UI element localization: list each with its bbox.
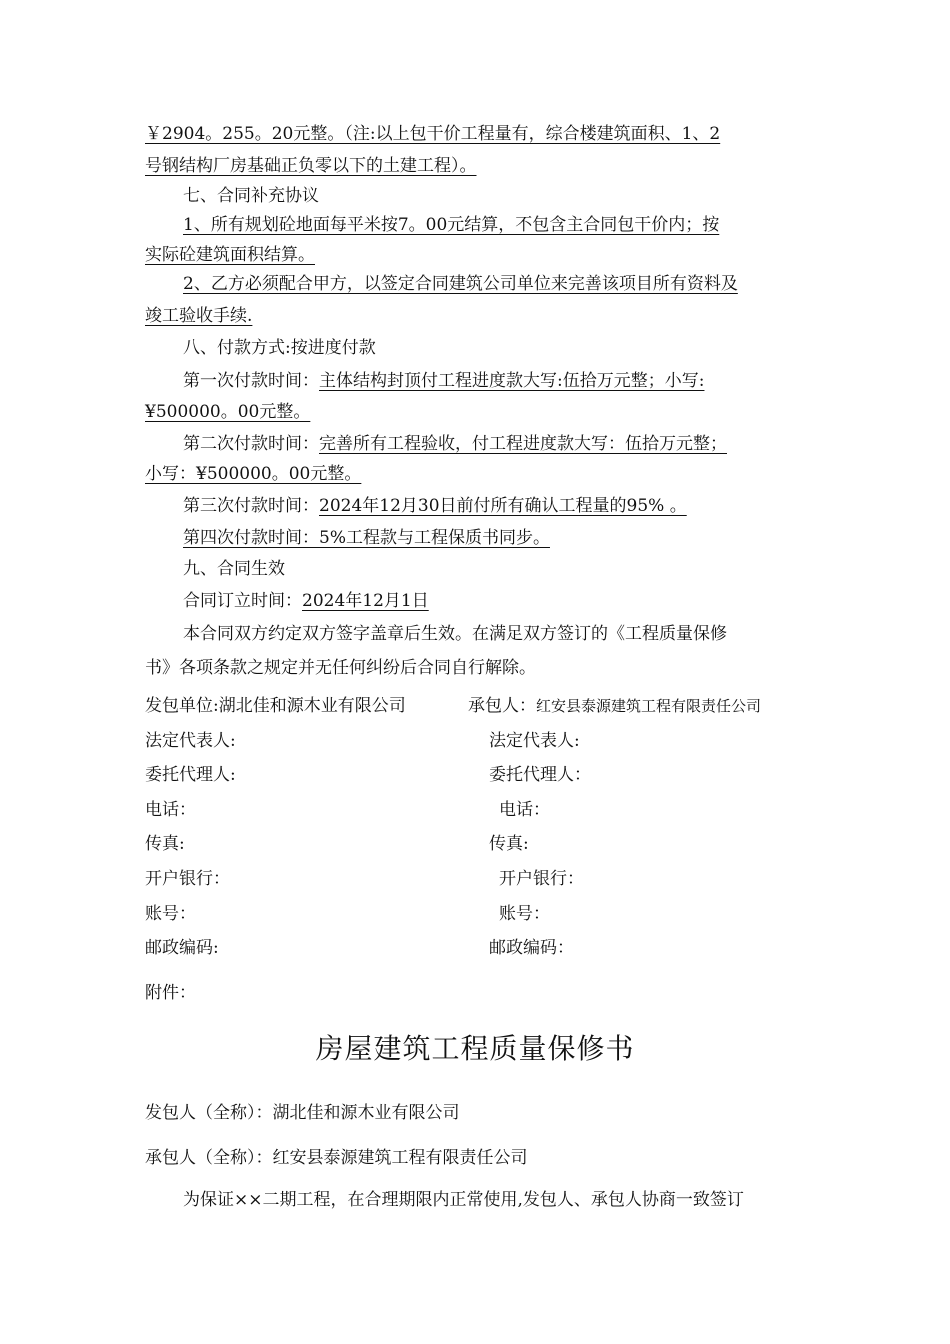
effect-line-1: 本合同双方约定双方签字盖章后生效。在满足双方签订的《工程质量保修 [183, 624, 727, 644]
party-b-agent: 委托代理人： [489, 765, 591, 785]
supplement-2-line-2: 竣工验收手续. [145, 306, 253, 326]
party-a-agent: 委托代理人: [145, 765, 236, 785]
payment-4-line: 第四次付款时间：5%工程款与工程保质书同步。 [183, 528, 550, 548]
payment-2-label: 第二次付款时间： [183, 434, 319, 454]
signing-date-line [183, 589, 429, 613]
party-b-account: 账号： [499, 904, 550, 924]
party-b-fax: 传真: [489, 834, 529, 854]
party-b-bank: 开户银行： [499, 869, 584, 889]
party-b-label: 承包人： [468, 696, 536, 716]
signing-date-label: 合同订立时间： [183, 591, 302, 611]
payment-2-amount: 小写：¥500000。00元整。 [145, 464, 362, 484]
effect-line-2: 书》各项条款之规定并无任何纠纷后合同自行解除。 [145, 658, 536, 678]
payment-2-line-1 [183, 432, 727, 456]
party-a-account: 账号： [145, 904, 196, 924]
party-a-postcode: 邮政编码: [145, 938, 219, 958]
payment-2-text: 完善所有工程验收，付工程进度款大写：伍拾万元整； [319, 434, 727, 454]
section-7-heading: 七、合同补充协议 [183, 186, 319, 206]
warranty-title: 房屋建筑工程质量保修书 [315, 1032, 635, 1065]
party-a-name: 发包单位:湖北佳和源木业有限公司 [145, 696, 406, 716]
signing-date-value: 2024年12月1日 [302, 591, 429, 611]
price-line-2: 号钢结构厂房基础正负零以下的土建工程）。 [145, 156, 477, 176]
payment-1-amount: ¥500000。00元整。 [145, 402, 311, 422]
party-b-legal-rep: 法定代表人: [489, 731, 580, 751]
party-a-phone: 电话： [145, 800, 196, 820]
payment-1-label: 第一次付款时间： [183, 371, 319, 391]
party-b-phone: 电话： [499, 800, 550, 820]
contractor-full-name: 承包人（全称）：红安县泰源建筑工程有限责任公司 [145, 1148, 528, 1168]
section-9-heading: 九、合同生效 [183, 559, 285, 579]
payment-3-text: 2024年12月30日前付所有确认工程量的95% 。 [319, 496, 687, 516]
party-b-line [468, 694, 761, 718]
party-a-fax: 传真: [145, 834, 185, 854]
warranty-intro: 为保证××二期工程，在合理期限内正常使用,发包人、承包人协商一致签订 [183, 1190, 744, 1210]
party-a-legal-rep: 法定代表人: [145, 731, 236, 751]
supplement-1-line-2: 实际砼建筑面积结算。 [145, 245, 315, 265]
payment-3-label: 第三次付款时间： [183, 496, 319, 516]
party-b-postcode: 邮政编码： [489, 938, 574, 958]
supplement-2-line-1: 2、乙方必须配合甲方，以签定合同建筑公司单位来完善该项目所有资料及 [183, 274, 738, 294]
supplement-1-line-1: 1、所有规划砼地面每平米按7。00元结算，不包含主合同包干价内；按 [183, 215, 720, 235]
section-8-heading: 八、付款方式:按进度付款 [183, 338, 376, 358]
attachment-label: 附件： [145, 983, 196, 1003]
party-b-name: 红安县泰源建筑工程有限责任公司 [536, 697, 762, 715]
price-line-1: ￥2904。255。20元整。（注:以上包干价工程量有，综合楼建筑面积、1、2 [145, 124, 721, 144]
payment-1-text: 主体结构封顶付工程进度款大写:伍拾万元整；小写: [319, 371, 705, 391]
payment-1-line-1 [183, 369, 704, 393]
party-a-bank: 开户银行： [145, 869, 230, 889]
owner-full-name: 发包人（全称）：湖北佳和源木业有限公司 [145, 1103, 460, 1123]
payment-3-line [183, 494, 687, 518]
